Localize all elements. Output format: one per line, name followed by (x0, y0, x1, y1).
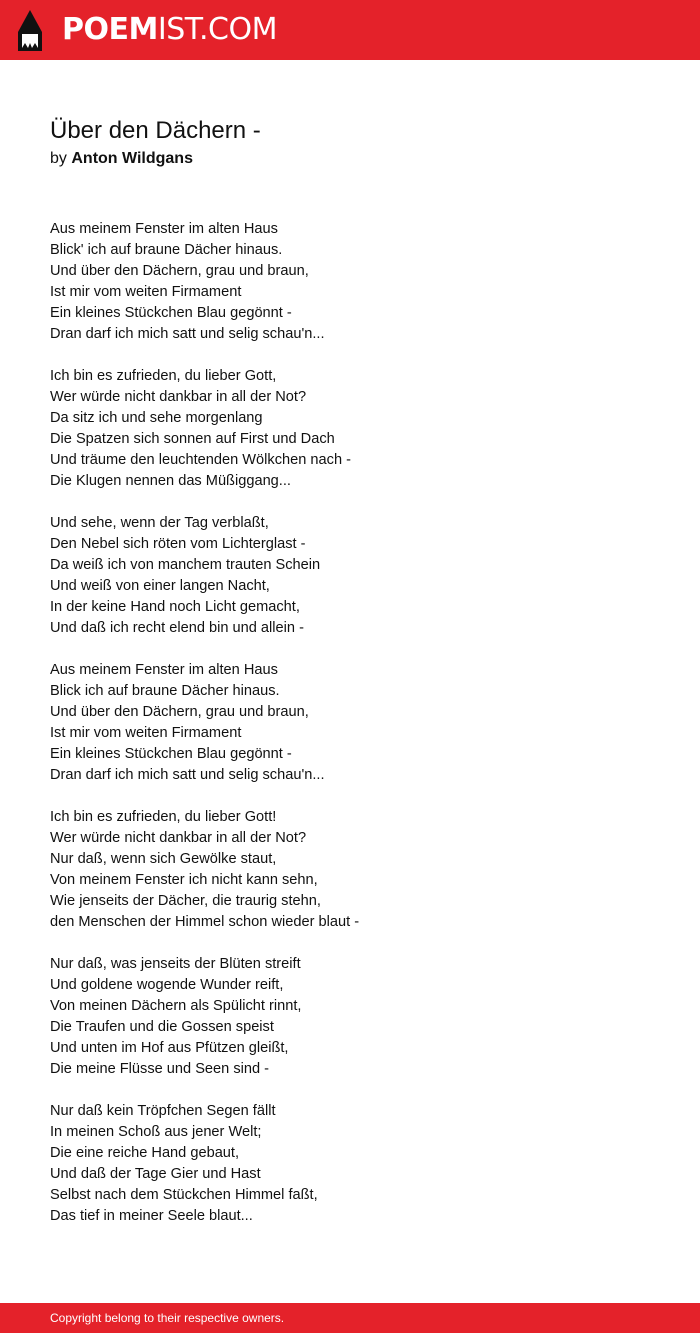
poem-stanza (50, 219, 670, 345)
poem-line: Ich bin es zufrieden, du lieber Gott, (50, 368, 277, 384)
logo-bold-text: POEM (62, 12, 158, 47)
site-logo[interactable] (62, 12, 277, 48)
poem-line: Dran darf ich mich satt und selig schau'n... (50, 767, 325, 783)
poem-line: Wer würde nicht dankbar in all der Not? (50, 389, 307, 405)
site-footer (0, 1303, 700, 1333)
poem-line: Selbst nach dem Stückchen Himmel faßt, (50, 1187, 318, 1203)
poem-line: Ein kleines Stückchen Blau gegönnt - (50, 746, 292, 762)
copyright-text: Copyright belong to their respective owners. (50, 1311, 285, 1325)
poem-line: Die Klugen nennen das Müßiggang... (50, 473, 291, 489)
poem-line: Nur daß kein Tröpfchen Segen fällt (50, 1103, 276, 1119)
poem-line: Die Spatzen sich sonnen auf First und Dach (50, 431, 335, 447)
poem-line: Nur daß, was jenseits der Blüten streift (50, 956, 301, 972)
poem-line: Und sehe, wenn der Tag verblaßt, (50, 515, 269, 531)
logo-light-text: IST.COM (157, 12, 277, 47)
poem-line: Da sitz ich und sehe morgenlang (50, 410, 263, 426)
poem-line: Und daß ich recht elend bin und allein - (50, 620, 304, 636)
poem-line: Ich bin es zufrieden, du lieber Gott! (50, 809, 277, 825)
poem-line: Nur daß, wenn sich Gewölke staut, (50, 851, 277, 867)
poem-line: Und über den Dächern, grau und braun, (50, 704, 309, 720)
poem-line: Das tief in meiner Seele blaut... (50, 1208, 253, 1224)
poem-line: Und unten im Hof aus Pfützen gleißt, (50, 1040, 289, 1056)
poem-line: Von meinem Fenster ich nicht kann sehn, (50, 872, 318, 888)
poem-line: Wer würde nicht dankbar in all der Not? (50, 830, 307, 846)
poem-line: Und daß der Tage Gier und Hast (50, 1166, 261, 1182)
poem-line: Und goldene wogende Wunder reift, (50, 977, 284, 993)
poem-stanza (50, 513, 670, 639)
poem-line: Aus meinem Fenster im alten Haus (50, 662, 278, 678)
author-name: Anton Wildgans (71, 150, 193, 167)
poem-stanza (50, 660, 670, 786)
poem-line: Von meinen Dächern als Spülicht rinnt, (50, 998, 302, 1014)
site-header (0, 0, 700, 60)
poem-stanza (50, 1101, 670, 1227)
poem-line: Wie jenseits der Dächer, die traurig stehn, (50, 893, 321, 909)
poem-body (50, 219, 670, 1248)
poem-line: Ein kleines Stückchen Blau gegönnt - (50, 305, 292, 321)
poem-title: Über den Dächern - (50, 117, 261, 144)
poem-line: Dran darf ich mich satt und selig schau'n... (50, 326, 325, 342)
poem-line: Und träume den leuchtenden Wölkchen nach - (50, 452, 351, 468)
poem-line: Blick ich auf braune Dächer hinaus. (50, 683, 280, 699)
poem-line: den Menschen der Himmel schon wieder blaut - (50, 914, 360, 930)
poem-line: Die Traufen und die Gossen speist (50, 1019, 274, 1035)
poem-line: Die meine Flüsse und Seen sind - (50, 1061, 270, 1077)
poem-line: Und über den Dächern, grau und braun, (50, 263, 309, 279)
poem-stanza (50, 807, 670, 933)
poem-stanza (50, 954, 670, 1080)
poem-line: In meinen Schoß aus jener Welt; (50, 1124, 262, 1140)
poem-line: Die eine reiche Hand gebaut, (50, 1145, 240, 1161)
poem-line: Und weiß von einer langen Nacht, (50, 578, 270, 594)
poem-stanza (50, 366, 670, 492)
by-label: by (50, 150, 67, 167)
poem-line: Ist mir vom weiten Firmament (50, 725, 242, 741)
pencil-icon[interactable] (18, 10, 42, 51)
poem-line: Den Nebel sich röten vom Lichterglast - (50, 536, 306, 552)
poem-line: Da weiß ich von manchem trauten Schein (50, 557, 321, 573)
poem-line: Aus meinem Fenster im alten Haus (50, 221, 278, 237)
poem-line: Ist mir vom weiten Firmament (50, 284, 242, 300)
poem-line: Blick' ich auf braune Dächer hinaus. (50, 242, 283, 258)
poem-line: In der keine Hand noch Licht gemacht, (50, 599, 300, 615)
byline (50, 148, 193, 170)
